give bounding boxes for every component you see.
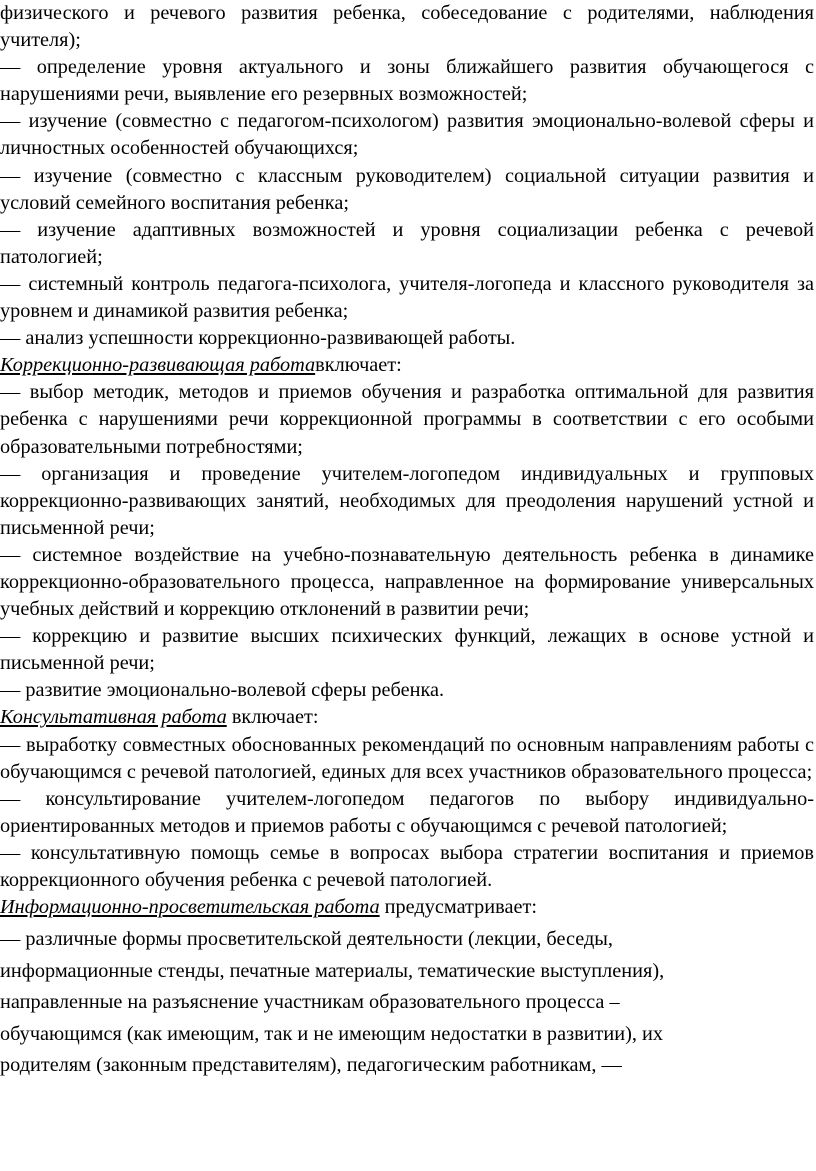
text-line: направленные на разъяснение участникам образовательного процесса – (0, 991, 620, 1014)
section-heading-information (0, 894, 814, 921)
list-item: — консультирование учителем-логопедом педагогов по выбору индивидуально-ориентированных методов и приемов работы с обучающимся с речевой патологией; (0, 787, 814, 837)
section-heading-lead: Коррекционно-развивающая работа (0, 354, 316, 377)
list-item: — системное воздействие на учебно-познавательную деятельность ребенка в динамике коррекционно-образовательного процесса, направленное на формирование универсальных учебных действий и коррекцию отклонений в развитии речи; (0, 543, 814, 621)
list-item: — организация и проведение учителем-логопедом индивидуальных и групповых коррекционно-развивающих занятий, необходимых для преодоления нарушений устной и письменной речи; (0, 462, 814, 539)
information-work-text (0, 924, 814, 1082)
section-heading-consulting (0, 704, 814, 731)
list-item: — изучение адаптивных возможностей и уровня социализации ребенка с речевой патологией; (0, 218, 814, 268)
text-line: — различные формы просветительской деятельности (лекции, беседы, (0, 928, 613, 951)
list-item: — изучение (совместно с классным руководителем) социальной ситуации развития и условий семейного воспитания ребенка; (0, 164, 814, 214)
text-line: родителям (законным представителям), педагогическим работникам, — (0, 1054, 622, 1077)
list-item: — выбор методик, методов и приемов обучения и разработка оптимальной для развития ребенка с нарушениями речи коррекционной программы в соответствии с его особыми образовательными потребностями; (0, 381, 814, 458)
list-item: физического и речевого развития ребенка, собеседование с родителями, наблюдения учителя); (0, 2, 814, 52)
section-heading-rest: включает: (226, 706, 319, 729)
list-item: — определение уровня актуального и зоны ближайшего развития обучающегося с нарушениями речи, выявление его резервных возможностей; (0, 56, 814, 106)
diagnostic-work-list (0, 0, 814, 352)
section-heading-rest: предусматривает: (379, 896, 537, 919)
list-item: — изучение (совместно с педагогом-психологом) развития эмоционально-волевой сферы и личностных особенностей обучающихся; (0, 110, 814, 160)
list-item: — консультативную помощь семье в вопросах выбора стратегии воспитания и приемов коррекционного обучения ребенка с речевой патологией. (0, 841, 814, 891)
text-line: обучающимся (как имеющим, так и не имеющим недостатки в развитии), их (0, 1022, 663, 1045)
consulting-work-list (0, 732, 814, 895)
list-item: — развитие эмоционально-волевой сферы ребенка. (0, 679, 445, 702)
list-item: — коррекцию и развитие высших психических функций, лежащих в основе устной и письменной речи; (0, 625, 814, 675)
section-heading-correction (0, 352, 814, 379)
list-item: — выработку совместных обоснованных рекомендаций по основным направлениям работы с обучающимся с речевой патологией, единых для всех участников образовательного процесса; (0, 733, 814, 783)
list-item: — анализ успешности коррекционно-развивающей работы. (0, 327, 516, 350)
text-line: информационные стенды, печатные материалы, тематические выступления), (0, 959, 665, 982)
correction-work-list (0, 379, 814, 704)
section-heading-lead: Информационно-просветительская работа (0, 896, 380, 919)
section-heading-lead: Консультативная работа (0, 706, 227, 729)
section-heading-rest: включает: (315, 354, 402, 377)
list-item: — системный контроль педагога-психолога, учителя-логопеда и классного руководителя за уровнем и динамикой развития ребенка; (0, 272, 814, 323)
